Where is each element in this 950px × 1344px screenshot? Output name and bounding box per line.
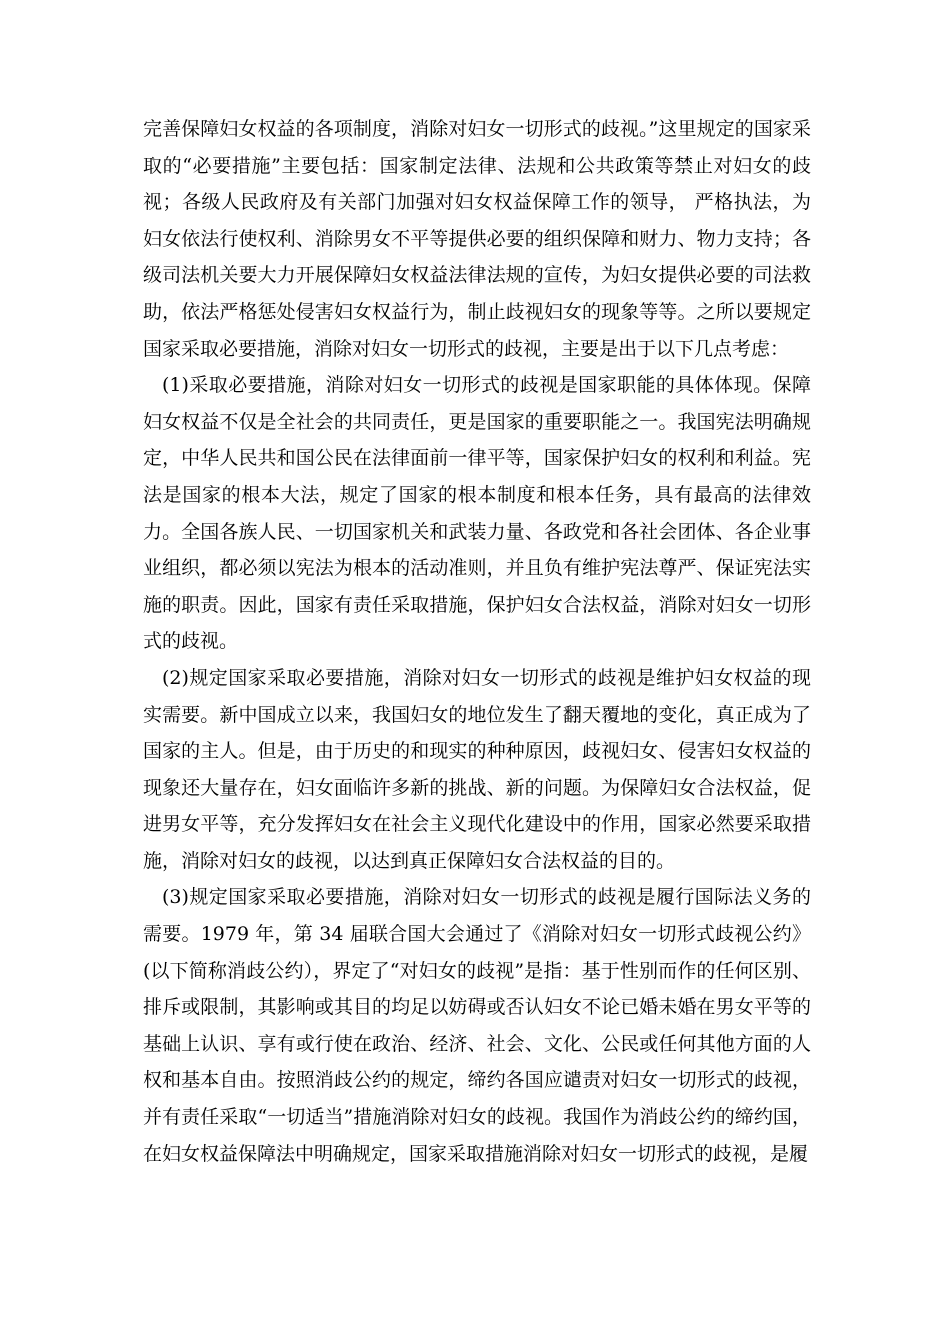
paragraph-point-3: (3)规定国家采取必要措施，消除对妇女一切形式的歧视是履行国际法义务的需要。1979 年，第 34 届联合国大会通过了《消除对妇女一切形式歧视公约》(以下简称消歧公约），界定了“对妇女的歧视”是指：基于性别而作的任何区别、排斥或限制，其影响或其目的均足以妨碍或否认妇女不论已婚未婚在男女平等的基础上认识、享有或行使在政治、经济、社会、文化、公民或任何其他方面的人权和基本自由。按照消歧公约的规定，缔约各国应谴责对妇女一切形式的歧视，并有责任采取“一切适当”措施消除对妇女的歧视。我国作为消歧公约的缔约国，在妇女权益保障法中明确规定，国家采取措施消除对妇女一切形式的歧视，是履 [143, 886, 811, 1165]
paragraph-intro: 完善保障妇女权益的各项制度，消除对妇女一切形式的歧视。”这里规定的国家采取的“必要措施”主要包括：国家制定法律、法规和公共政策等禁止对妇女的歧视；各级人民政府及有关部门加强对妇女权益保障工作的领导， 严格执法，为妇女依法行使权利、消除男女不平等提供必要的组织保障和财力、物力支持；各级司法机关要大力开展保障妇女权益法律法规的宣传，为妇女提供必要的司法救助，依法严格惩处侵害妇女权益行为，制止歧视妇女的现象等等。之所以要规定国家采取必要措施，消除对妇女一切形式的歧视，主要是出于以下几点考虑： [143, 118, 811, 360]
paragraph-point-2: (2)规定国家采取必要措施，消除对妇女一切形式的歧视是维护妇女权益的现实需要。新中国成立以来，我国妇女的地位发生了翻天覆地的变化，真正成为了国家的主人。但是，由于历史的和现实的种种原因，歧视妇女、侵害妇女权益的现象还大量存在，妇女面临许多新的挑战、新的问题。为保障妇女合法权益，促进男女平等，充分发挥妇女在社会主义现代化建设中的作用，国家必然要采取措施，消除对妇女的歧视，以达到真正保障妇女合法权益的目的。 [143, 666, 811, 872]
paragraph-point-1: (1)采取必要措施，消除对妇女一切形式的歧视是国家职能的具体体现。保障妇女权益不仅是全社会的共同责任，更是国家的重要职能之一。我国宪法明确规定，中华人民共和国公民在法律面前一律平等，国家保护妇女的权利和利益。宪法是国家的根本大法，规定了国家的根本制度和根本任务，具有最高的法律效力。全国各族人民、一切国家机关和武装力量、各政党和各社会团体、各企业事业组织，都必须以宪法为根本的活动准则，并且负有维护宪法尊严、保证宪法实施的职责。因此，国家有责任采取措施，保护妇女合法权益，消除对妇女一切形式的歧视。 [143, 374, 811, 653]
document-body [143, 111, 811, 1172]
